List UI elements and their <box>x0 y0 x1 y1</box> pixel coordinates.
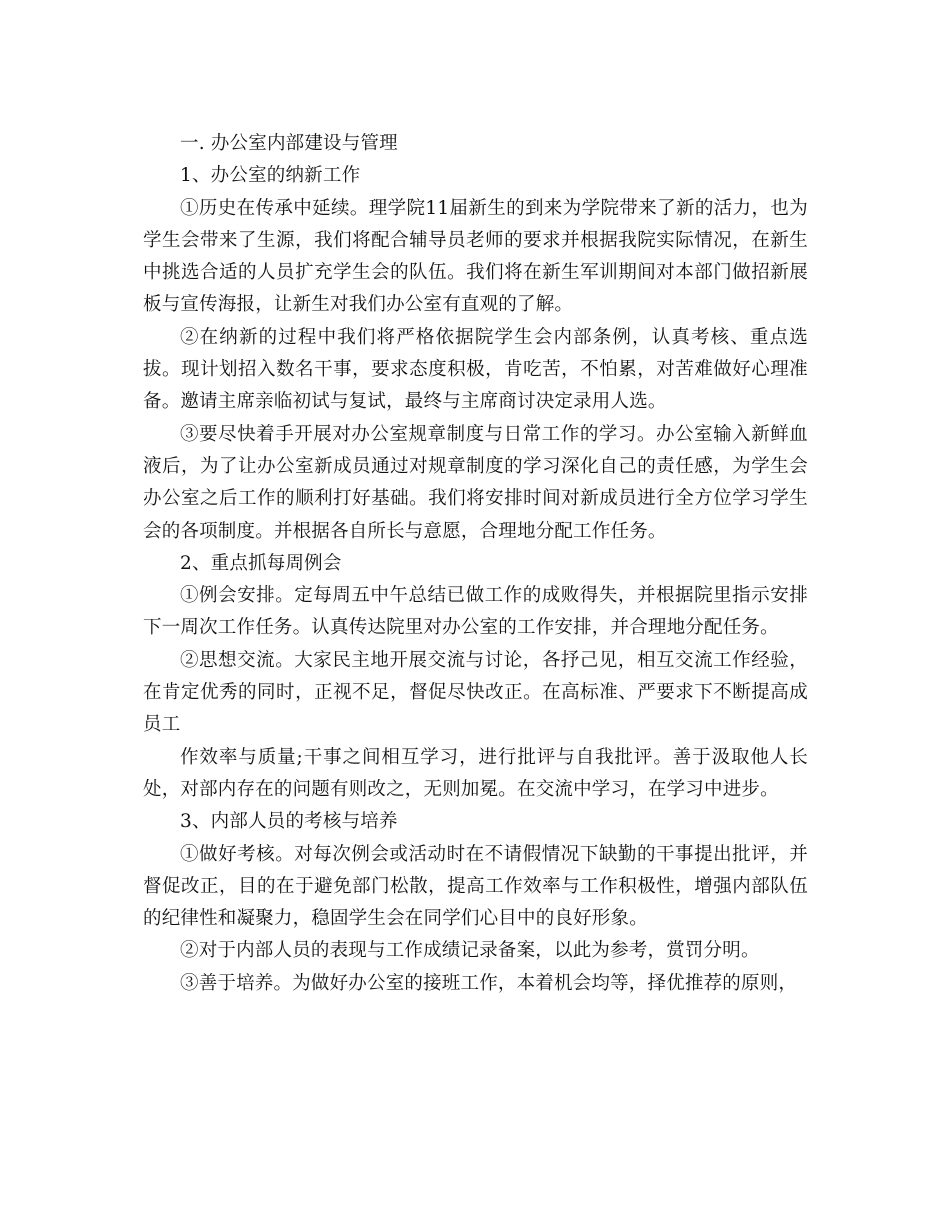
paragraph: ②对于内部人员的表现与工作成绩记录备案，以此为参考，赏罚分明。 <box>180 940 760 962</box>
document-body <box>143 128 808 1000</box>
paragraph: ③善于培养。为做好办公室的接班工作，本着机会均等，择优推荐的原则， <box>180 972 798 994</box>
section-heading: 一. 办公室内部建设与管理 <box>180 133 398 154</box>
paragraph: ②在纳新的过程中我们将严格依据院学生会内部条例，认真考核、重点选拔。现计划招入数名干事，要求态度积极，肯吃苦，不怕累，对苦难做好心理准备。邀请主席亲临初试与复试，最终与主席商讨决定录用人选。 <box>143 326 808 413</box>
subsection-heading: 3、内部人员的考核与培养 <box>180 811 398 833</box>
subsection-heading: 1、办公室的纳新工作 <box>180 165 361 187</box>
paragraph: ①例会安排。定每周五中午总结已做工作的成败得失，并根据院里指示安排下一周次工作任务。认真传达院里对办公室的工作安排，并合理地分配任务。 <box>143 585 808 639</box>
paragraph: ①做好考核。对每次例会或活动时在不请假情况下缺勤的干事提出批评，并督促改正，目的在于避免部门松散，提高工作效率与工作积极性，增强内部队伍的纪律性和凝聚力，稳固学生会在同学们心目中的良好形象。 <box>143 843 808 930</box>
paragraph: ②思想交流。大家民主地开展交流与讨论，各抒己见，相互交流工作经验，在肯定优秀的同时，正视不足，督促尽快改正。在高标准、严要求下不断提高成员工 <box>143 649 808 736</box>
paragraph: ①历史在传承中延续。理学院11届新生的到来为学院带来了新的活力，也为学生会带来了生源，我们将配合辅导员老师的要求并根据我院实际情况，在新生中挑选合适的人员扩充学生会的队伍。我们将在新生军训期间对本部门做招新展板与宣传海报，让新生对我们办公室有直观的了解。 <box>143 197 808 316</box>
paragraph: ③要尽快着手开展对办公室规章制度与日常工作的学习。办公室输入新鲜血液后，为了让办公室新成员通过对规章制度的学习深化自己的责任感，为学生会办公室之后工作的顺利打好基础。我们将安排时间对新成员进行全方位学习学生会的各项制度。并根据各自所长与意愿，合理地分配工作任务。 <box>143 423 808 542</box>
paragraph: 作效率与质量;干事之间相互学习，进行批评与自我批评。善于汲取他人长处，对部内存在的问题有则改之，无则加冕。在交流中学习，在学习中进步。 <box>143 746 808 800</box>
subsection-heading: 2、重点抓每周例会 <box>180 552 342 574</box>
